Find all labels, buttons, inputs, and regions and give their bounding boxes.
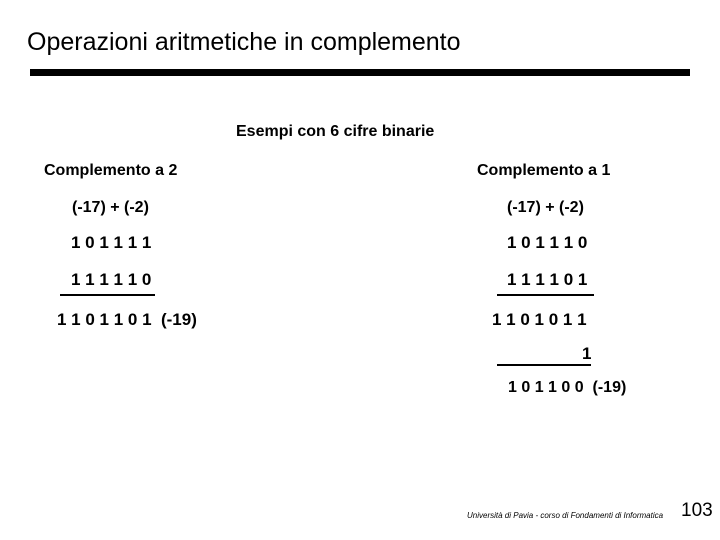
right-heading: Complemento a 1 xyxy=(477,162,611,179)
right-carry: 1 xyxy=(582,344,592,363)
right-operand-1: 1 0 1 1 1 0 xyxy=(507,233,588,252)
left-result: 1 1 0 1 1 0 1 (-19) xyxy=(57,310,197,329)
right-carry-line xyxy=(497,364,591,366)
right-expression: (-17) + (-2) xyxy=(507,199,584,216)
left-sum-line xyxy=(60,294,155,296)
right-result: 1 0 1 1 0 0 (-19) xyxy=(508,379,627,396)
right-sum-line xyxy=(497,294,594,296)
right-operand-2: 1 1 1 1 0 1 xyxy=(507,270,588,289)
footer-text: Università di Pavia - corso di Fondamenti di Informatica xyxy=(467,511,664,520)
slide-title: Operazioni aritmetiche in complemento xyxy=(27,28,461,56)
left-operand-2: 1 1 1 1 1 0 xyxy=(71,270,152,289)
title-rule xyxy=(30,69,690,76)
slide-subtitle: Esempi con 6 cifre binarie xyxy=(236,123,435,140)
left-heading: Complemento a 2 xyxy=(44,162,178,179)
left-operand-1: 1 0 1 1 1 1 xyxy=(71,233,152,252)
page-number: 103 xyxy=(681,500,713,521)
right-partial-sum: 1 1 0 1 0 1 1 xyxy=(492,310,587,329)
left-expression: (-17) + (-2) xyxy=(72,199,149,216)
